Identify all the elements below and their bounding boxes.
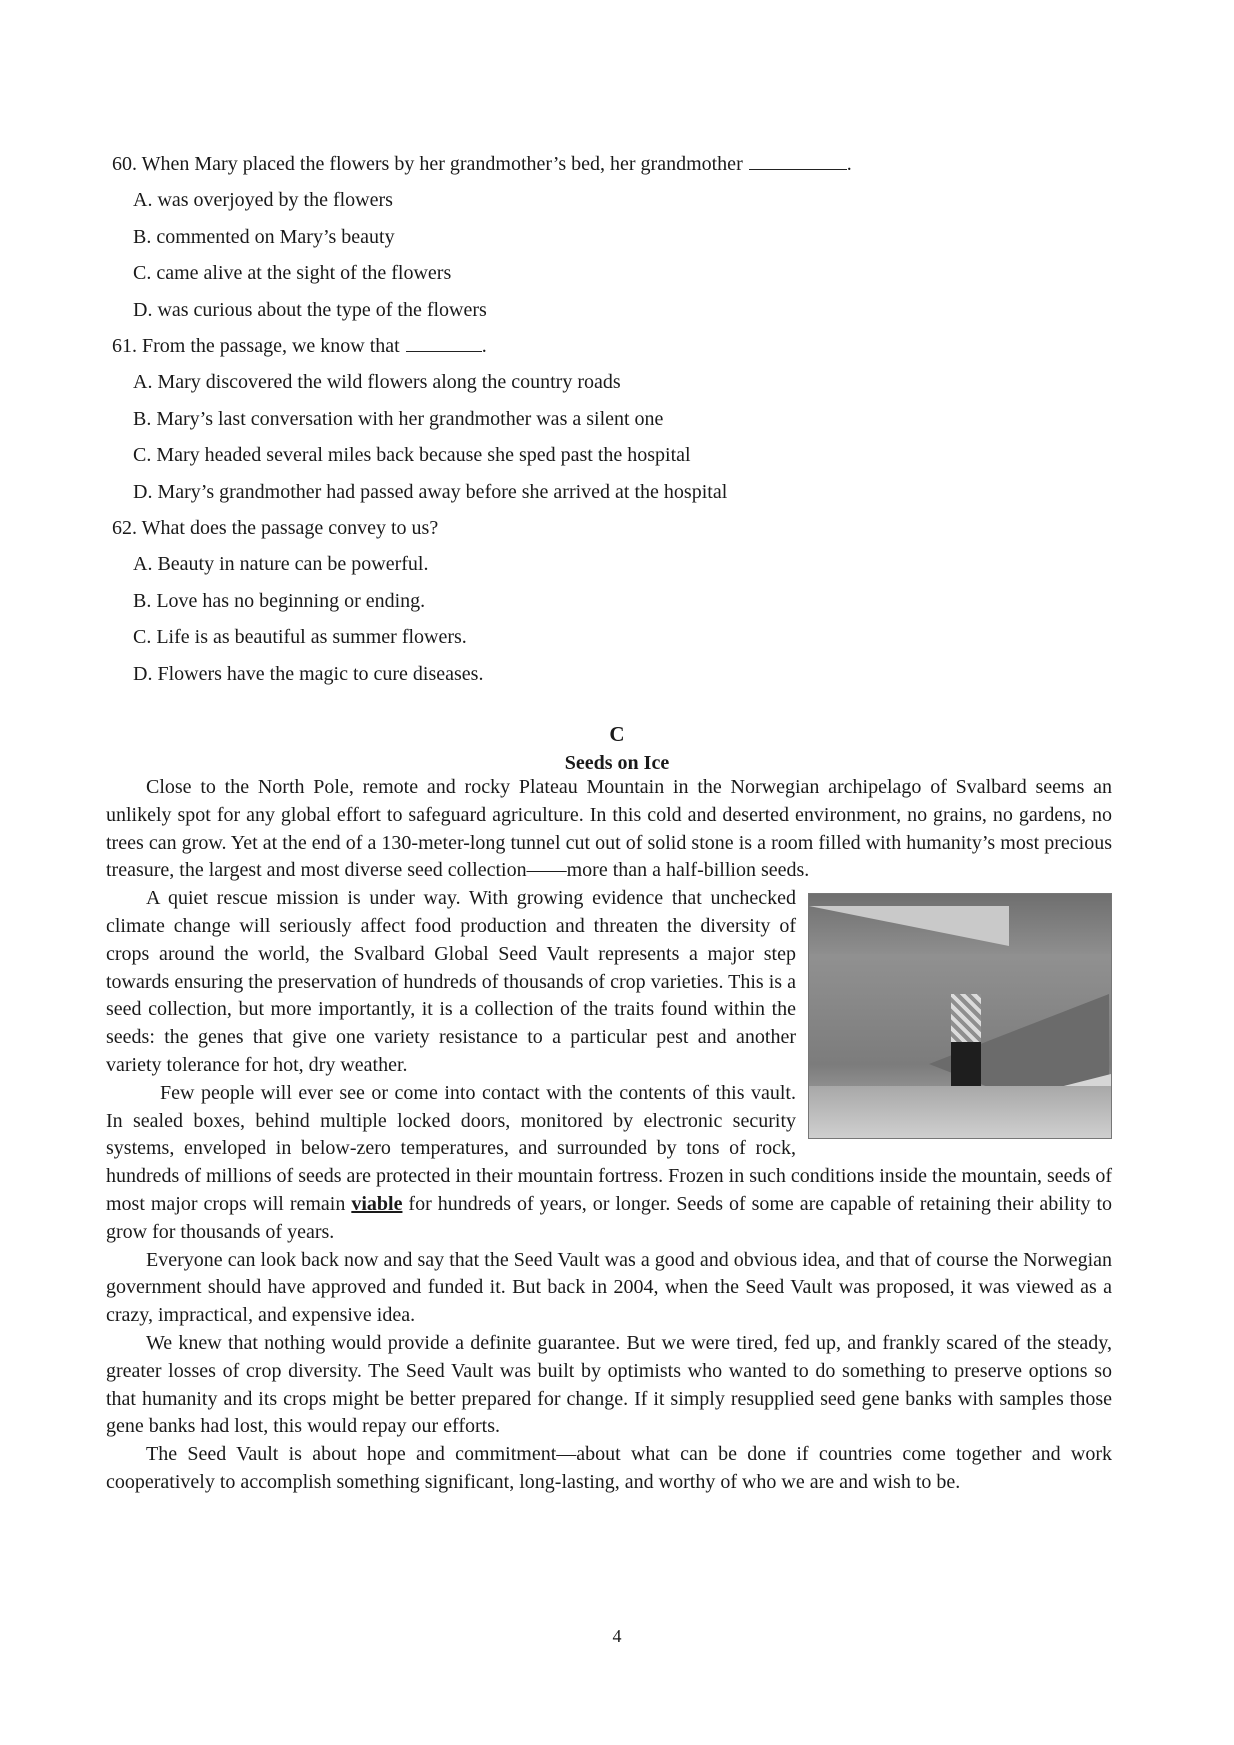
paragraph-1 xyxy=(106,774,1112,885)
option-62-d: D. Flowers have the magic to cure diseases. xyxy=(133,662,484,685)
question-list xyxy=(112,146,1122,692)
seed-vault-photo xyxy=(808,893,1112,1139)
photo-ground xyxy=(809,1086,1111,1138)
option-62-b: B. Love has no beginning or ending. xyxy=(133,589,426,612)
paragraph-text: Close to the North Pole, remote and rocky Plateau Mountain in the Norwegian archipelago of Svalbard seems an unlikely spot for any global effort to safeguard agriculture. In this cold and deserted environment, no grains, no gardens, no trees can grow. Yet at the end of a 130-meter-long tunnel cut out of solid stone is a room filled with humanity’s most precious treasure, the largest and most diverse seed collection——more than a half-billion seeds. xyxy=(106,776,1112,882)
paragraph-text: The Seed Vault is about hope and commitment—about what can be done if countries come together and work cooperatively to accomplish something significant, long-lasting, and worthy of who we are and wish to be. xyxy=(106,1443,1112,1493)
photo-snow xyxy=(809,906,1009,946)
option-60-c: C. came alive at the sight of the flowers xyxy=(133,262,452,285)
option-60-b: B. commented on Mary’s beauty xyxy=(133,225,395,248)
article-title: Seeds on Ice xyxy=(564,752,670,774)
question-end: . xyxy=(846,153,852,175)
keyword-viable: viable xyxy=(351,1192,403,1215)
question-stem: 62. What does the passage convey to us? xyxy=(112,517,439,540)
section-letter: C xyxy=(609,722,625,746)
question-stem: 61. From the passage, we know that xyxy=(112,335,400,358)
question-62 xyxy=(112,510,1122,546)
paragraph-6 xyxy=(106,1441,1112,1497)
question-60 xyxy=(112,146,1122,182)
paragraph-text: for hundreds of years, or longer. Seeds of some are capable of retaining their ability to grow for thousands of years. xyxy=(106,1192,1113,1243)
option-61-c: C. Mary headed several miles back because she sped past the hospital xyxy=(133,444,691,467)
paragraph-text: Few people will ever see or come into contact with the contents of this vault. In sealed boxes, behind multiple locked doors, monitored by electronic security systems, enveloped in below-zero temperatures, and surrounded by tons of rock, hundreds of millions of seeds are protected in their mountain fortress. Frozen in such conditions inside the mountain, seeds of most major crops will remain xyxy=(106,1081,1112,1215)
question-stem: 60. When Mary placed the flowers by her grandmother’s bed, her grandmother xyxy=(112,153,743,175)
option-62-a: A. Beauty in nature can be powerful. xyxy=(133,553,429,576)
paragraph-4 xyxy=(106,1247,1112,1330)
option-61-a: A. Mary discovered the wild flowers along the country roads xyxy=(133,371,621,394)
option-62-c: C. Life is as beautiful as summer flowers. xyxy=(133,626,467,649)
article-body xyxy=(106,774,1112,1497)
question-end: . xyxy=(481,335,487,358)
option-60-a: A. was overjoyed by the flowers xyxy=(133,189,393,212)
answer-blank xyxy=(749,151,847,170)
answer-blank xyxy=(406,333,482,352)
paragraph-5 xyxy=(106,1330,1112,1441)
vault-art-panel xyxy=(951,994,981,1042)
option-60-d: D. was curious about the type of the flowers xyxy=(133,298,487,321)
paragraph-text: Everyone can look back now and say that the Seed Vault was a good and obvious idea, and that of course the Norwegian government should have approved and funded it. But back in 2004, when the Seed Vault was proposed, it was viewed as a crazy, impractical, and expensive idea. xyxy=(106,1248,1112,1327)
question-61 xyxy=(112,328,1122,364)
paragraph-text: A quiet rescue mission is under way. With growing evidence that unchecked climate change will seriously affect food production and threaten the diversity of crops around the world, the Svalbard Global Seed Vault represents a major step towards ensuring the preservation of hundreds of thousands of crop varieties. This is a seed collection, but more importantly, it is a collection of the traits found within the seeds: the genes that give one variety resistance to a particular pest and another variety tolerance for hot, dry weather. xyxy=(106,887,796,1076)
paragraph-text: We knew that nothing would provide a definite guarantee. But we were tired, fed up, and frankly scared of the steady, greater losses of crop diversity. The Seed Vault was built by optimists who wanted to do something to preserve options so that humanity and its crops might be better prepared for change. If it simply resupplied seed gene banks with samples those gene banks had lost, this would repay our efforts. xyxy=(106,1331,1112,1438)
option-61-b: B. Mary’s last conversation with her grandmother was a silent one xyxy=(133,407,664,430)
vault-door xyxy=(951,1042,981,1086)
page-number: 4 xyxy=(612,1626,622,1646)
option-61-d: D. Mary’s grandmother had passed away before she arrived at the hospital xyxy=(133,480,728,503)
